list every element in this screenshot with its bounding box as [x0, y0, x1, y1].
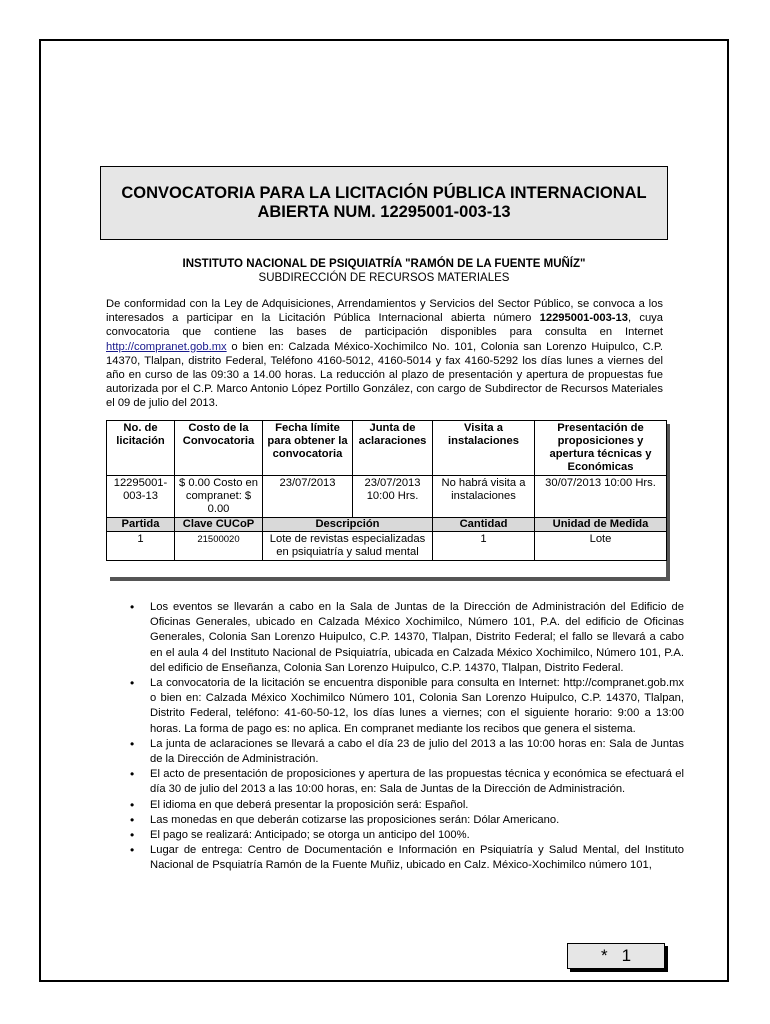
- table-cell: No habrá visita a instalaciones: [433, 476, 535, 518]
- table-header-row: [107, 421, 667, 476]
- page-marker-symbol: *: [600, 946, 608, 965]
- header-cell: Junta de aclaraciones: [353, 421, 433, 476]
- table-cell: 1: [433, 532, 535, 561]
- table-subheader-row: [107, 518, 667, 532]
- subheader-cell: Clave CUCoP: [175, 518, 263, 532]
- organization-name: INSTITUTO NACIONAL DE PSIQUIATRÍA "RAMÓN DE LA FUENTE MUÑÍZ": [182, 258, 586, 270]
- title-line-2: ABIERTA NUM. 12295001-003-13: [257, 203, 511, 221]
- subheader-cell: Cantidad: [433, 518, 535, 532]
- table-row: [107, 532, 667, 561]
- table-cell: 12295001-003-13: [107, 476, 175, 518]
- page-number: 1: [621, 946, 632, 965]
- intro-text-2: , cuya convocatoria que contiene las bases de participación disponibles para consulta en Internet: [106, 312, 663, 339]
- subheader-cell: Unidad de Medida: [535, 518, 667, 532]
- header-cell: No. de licitación: [107, 421, 175, 476]
- title-box: [100, 166, 668, 240]
- header-cell: Presentación de proposiciones y apertura técnicas y Económicas: [535, 421, 667, 476]
- list-item: • La junta de aclaraciones se llevará a cabo el día 23 de julio del 2013 a las 10:00 horas en: Sala de Juntas de la Dirección de Administración.: [150, 737, 684, 767]
- subheader-cell: Descripción: [263, 518, 433, 532]
- list-item: • El pago se realizará: Anticipado; se otorga un anticipo del 100%.: [150, 828, 684, 843]
- intro-paragraph: [106, 297, 663, 411]
- page-number-box: [567, 943, 665, 969]
- list-item: • El idioma en que deberá presentar la proposición será: Español.: [150, 798, 684, 813]
- table-cell: 1: [107, 532, 175, 561]
- list-item: • El acto de presentación de proposiciones y apertura de las propuestas técnica y económica se efectuará el día 30 de julio del 2013 a las 10:00 horas, en: Sala de Juntas de la Dirección de Administración.: [150, 767, 684, 797]
- subheader-cell: Partida: [107, 518, 175, 532]
- list-item: • La convocatoria de la licitación se encuentra disponible para consulta en Internet: http://compranet.gob.mx o bien en: Calzada México Xochimilco Número 101, Colonia San Lorenzo Huipulco, C.P. 14370, Tlalpan, Distrito Federal, teléfono: 41-60-50-12, los días lunes a viernes; con el siguiente horario: 9:00 a 13:00 horas. La forma de pago es: no aplica. En compranet mediante los recibos que genera el sistema.: [150, 676, 684, 737]
- conditions-list: [130, 600, 684, 874]
- header-cell: Fecha límite para obtener la convocatoria: [263, 421, 353, 476]
- table-cell: 21500020: [175, 532, 263, 561]
- list-item: • Las monedas en que deberán cotizarse las proposiciones serán: Dólar Americano.: [150, 813, 684, 828]
- list-item: • Los eventos se llevarán a cabo en la Sala de Juntas de la Dirección de Administración del Edificio de Oficinas Generales, ubicado en Calzada México Xochimilco, Número 101, P.A. del edificio de Oficinas Generales, Colonia San Lorenzo Huipulco, C.P. 14370, Tlalpan, Distrito Federal; el fallo se llevará a cabo en el aula 4 del Instituto Nacional de Psiquiatría, ubicada en Calzada México Xochimilco, Número 101, P.A. del edificio de Enseñanza, Colonia San Lorenzo Huipulco, C.P. 14370, Tlalpan, Distrito Federal.: [150, 600, 684, 676]
- table-cell: 23/07/2013: [263, 476, 353, 518]
- table-cell: Lote de revistas especializadas en psiquiatría y salud mental: [263, 532, 433, 561]
- table-row: [107, 476, 667, 518]
- table-cell: $ 0.00 Costo en compranet: $ 0.00: [175, 476, 263, 518]
- header-cell: Visita a instalaciones: [433, 421, 535, 476]
- licitacion-number: 12295001-003-13: [539, 312, 628, 325]
- table-cell: 30/07/2013 10:00 Hrs.: [535, 476, 667, 518]
- organization-department: SUBDIRECCIÓN DE RECURSOS MATERIALES: [258, 272, 510, 284]
- compranet-link[interactable]: http://compranet.gob.mx: [106, 340, 227, 353]
- table-cell: 23/07/2013 10:00 Hrs.: [353, 476, 433, 518]
- header-cell: Costo de la Convocatoria: [175, 421, 263, 476]
- organization-header: [100, 257, 668, 285]
- table-cell: Lote: [535, 532, 667, 561]
- licitacion-table: [106, 420, 667, 561]
- title-line-1: CONVOCATORIA PARA LA LICITACIÓN PÚBLICA INTERNACIONAL: [121, 184, 647, 202]
- list-item: • Lugar de entrega: Centro de Documentación e Información en Psiquiatría y Salud Mental, del Instituto Nacional de Psquiatría Ramón de la Fuente Muñiz, ubicado en Calz. México-Xochimilco número 101,: [150, 843, 684, 873]
- intro-text-1: De conformidad con la Ley de Adquisiciones, Arrendamientos y Servicios del Sector Público, se convoca a los interesados a participar en la Licitación Pública Internacional abierta número: [106, 298, 663, 325]
- intro-text-3: o bien en: Calzada México-Xochimilco No. 101, Colonia san Lorenzo Huipulco, C.P. 14370, Tlalpan, distrito Federal, Teléfono 4160-5012, 4160-5014 y fax 4160-5292 los días lunes a viernes del año en curso de las 09:30 a 14.00 horas. La reducción al plazo de presentación y apertura de propuestas fue autorizada por el C.P. Marco Antonio López Portillo González, con cargo de Subdirector de Recursos Materiales el 09 de julio del 2013.: [106, 340, 663, 410]
